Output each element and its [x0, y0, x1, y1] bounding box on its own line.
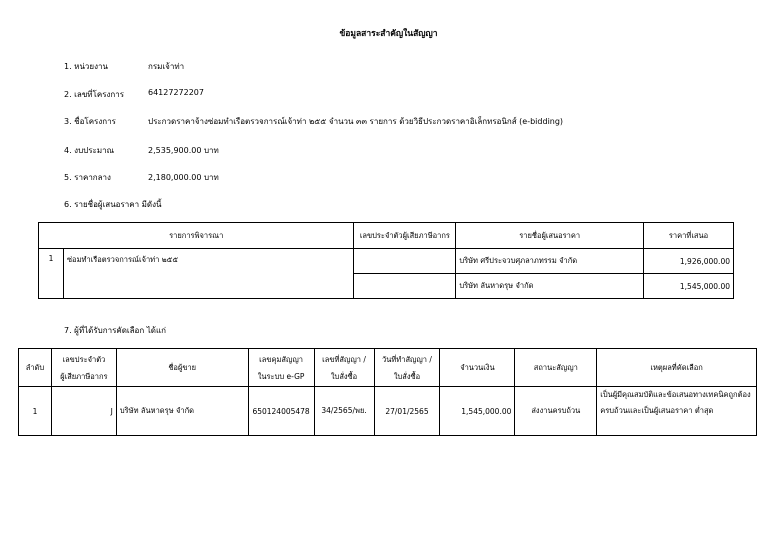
- field-value-median-price: 2,180,000.00 บาท: [148, 173, 219, 182]
- header-tax-id: [51, 349, 116, 387]
- bidder-tax-id: [354, 274, 456, 299]
- header-contract: [314, 349, 374, 387]
- table-row: [39, 249, 734, 274]
- header-reason: เหตุผลที่คัดเลือก: [597, 349, 757, 387]
- selected-header-row: [19, 349, 757, 387]
- bidder-price: 1,545,000.00: [644, 274, 734, 299]
- bidder-tax-id: [354, 249, 456, 274]
- field-value-agency: กรมเจ้าท่า: [148, 62, 185, 71]
- field-value-project-name: ประกวดราคาจ้างซ่อมทำเรือตรวจการณ์เจ้าท่า ๒๕๕ จำนวน ๓๓ รายการ ด้วยวิธีประกวดราคาอิเล็กทรอนิกส์ (e-bidding): [148, 117, 564, 126]
- field-label-project-no: 2. เลขที่โครงการ: [64, 90, 125, 99]
- bidder-name: บริษัท ศรีประจวบศุภลาภทรรม จำกัด: [456, 249, 644, 274]
- field-value-project-no: 64127272207: [148, 88, 204, 97]
- header-amount: จำนวนเงิน: [440, 349, 515, 387]
- row-status: ส่งงานครบถ้วน: [515, 387, 597, 436]
- bidder-price: 1,926,000.00: [644, 249, 734, 274]
- row-amount: 1,545,000.00: [440, 387, 515, 436]
- row-no: 1: [19, 387, 52, 436]
- header-vendor: ชื่อผู้ขาย: [116, 349, 248, 387]
- header-date: [374, 349, 440, 387]
- field-value-budget: 2,535,900.00 บาท: [148, 146, 219, 155]
- header-egp: [248, 349, 314, 387]
- bidders-header-row: [39, 223, 734, 249]
- header-date-line1: วันที่ทำสัญญา /: [382, 354, 432, 364]
- row-vendor: บริษัท ลันหาดรุษ จำกัด: [116, 387, 248, 436]
- header-contract-line2: ใบสั่งซื้อ: [330, 371, 358, 381]
- header-item: รายการพิจารณา: [39, 223, 354, 249]
- selected-vendor-table: [18, 348, 757, 436]
- field-label-budget: 4. งบประมาณ: [64, 146, 115, 155]
- bidders-table: [38, 222, 734, 299]
- section7-heading: 7. ผู้ที่ได้รับการคัดเลือก ได้แก่: [64, 326, 166, 335]
- header-egp-line1: เลขคุมสัญญา: [259, 354, 303, 364]
- header-offered-price: ราคาที่เสนอ: [644, 223, 734, 249]
- table-row: [19, 387, 757, 436]
- header-no: ลำดับ: [19, 349, 52, 387]
- header-tax-id: เลขประจำตัวผู้เสียภาษีอากร: [354, 223, 456, 249]
- item-name: ซ่อมทำเรือตรวจการณ์เจ้าท่า ๒๕๕: [63, 249, 354, 299]
- item-number: 1: [39, 249, 64, 299]
- row-reason: เป็นผู้มีคุณสมบัติและข้อเสนอทางเทคนิคถูกต้องครบถ้วนและเป็นผู้เสนอราคา ต่ำสุด: [597, 387, 757, 436]
- section6-heading: 6. รายชื่อผู้เสนอราคา มีดังนี้: [64, 200, 162, 209]
- row-egp: 650124005478: [248, 387, 314, 436]
- row-contract: 34/2565/พย.: [314, 387, 374, 436]
- bidder-name: บริษัท ลันหาดรุษ จำกัด: [456, 274, 644, 299]
- header-status: สถานะสัญญา: [515, 349, 597, 387]
- field-label-agency: 1. หน่วยงาน: [64, 62, 108, 71]
- document-title: ข้อมูลสาระสำคัญในสัญญา: [339, 29, 438, 39]
- header-date-line2: ใบสั่งซื้อ: [393, 371, 421, 381]
- header-contract-line1: เลขที่สัญญา /: [322, 354, 366, 364]
- row-tax-id: J: [51, 387, 116, 436]
- header-egp-line2: ในระบบ e-GP: [257, 371, 305, 381]
- field-label-project-name: 3. ชื่อโครงการ: [64, 117, 116, 126]
- row-date: 27/01/2565: [374, 387, 440, 436]
- field-label-median-price: 5. ราคากลาง: [64, 173, 111, 182]
- header-tax-id-line1: เลขประจำตัว: [62, 354, 106, 364]
- header-bidder-name: รายชื่อผู้เสนอราคา: [456, 223, 644, 249]
- header-tax-id-line2: ผู้เสียภาษีอากร: [60, 371, 108, 381]
